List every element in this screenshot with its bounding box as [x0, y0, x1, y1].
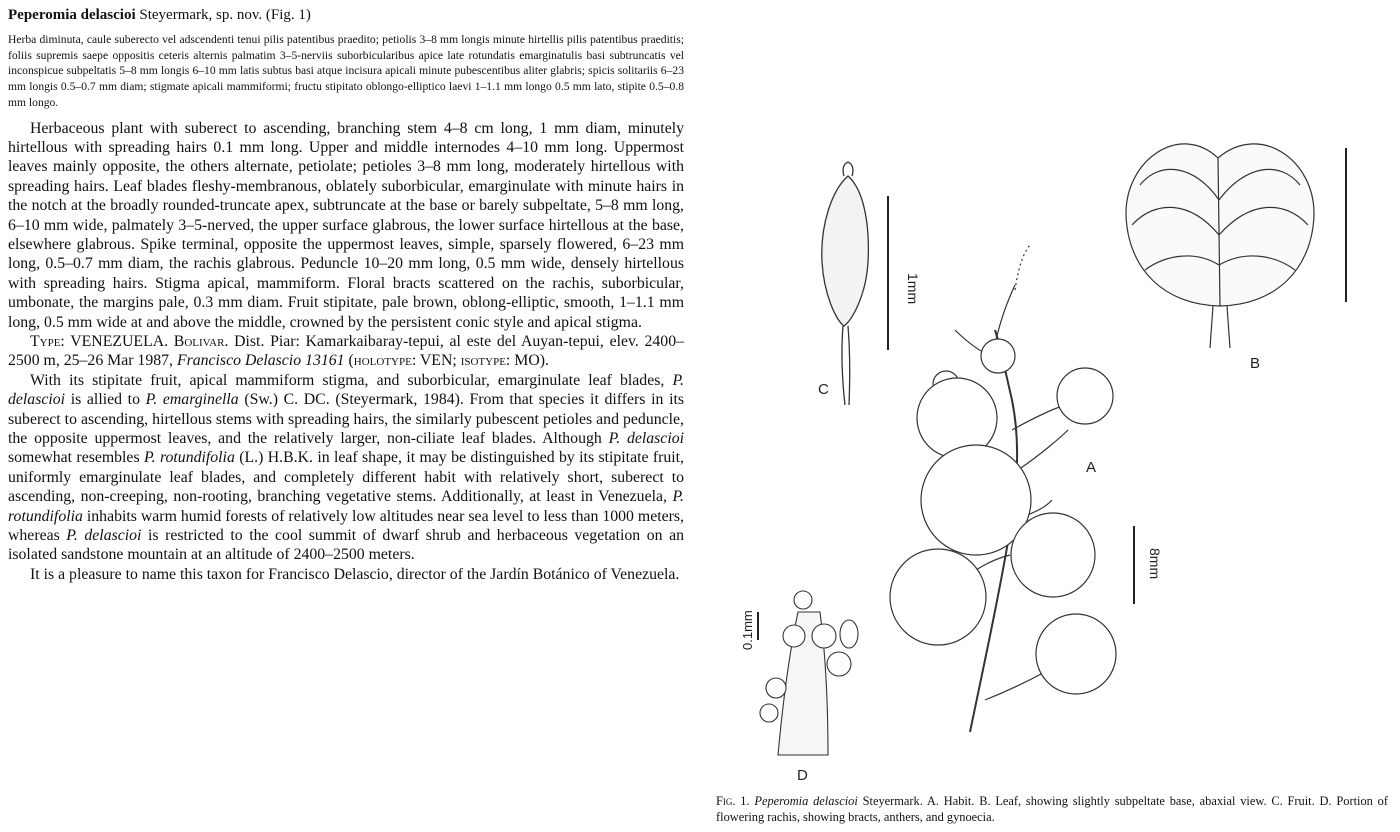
rachis-scale-label: 0.1mm — [740, 610, 755, 650]
closing-paragraph: It is a pleasure to name this taxon for Francisco Delascio, director of the Jardín Botánico of Venezuela. — [30, 565, 680, 583]
species-name: Peperomia delascioi — [8, 7, 136, 23]
figure-caption — [716, 793, 1388, 825]
fruit-scale-label: 1mm — [905, 273, 921, 305]
species-heading — [8, 6, 684, 24]
leaf-drawing — [1126, 144, 1346, 348]
type-paragraph — [8, 332, 684, 371]
label-a: A — [1086, 459, 1097, 476]
species-ref: P. delascioi — [66, 527, 142, 545]
rachis-drawing — [758, 591, 858, 755]
type-collector: Francisco Delascio 13161 — [176, 352, 345, 370]
caption-text: Steyermark. A. Habit. B. Leaf, showing slightly subpeltate base, abaxial view. C. Fruit. D. Portion of flowering rachis, showing bracts, anthers, and gynoecia. — [716, 794, 1388, 824]
isotype-herbarium: MO). — [514, 352, 549, 370]
discussion-text: With its stipitate fruit, apical mammiform stigma, and suborbicular, emarginulate leaf blades, — [30, 371, 665, 389]
habit-drawing — [890, 245, 1134, 732]
figure-illustration — [706, 0, 1400, 832]
label-d: D — [797, 767, 808, 784]
label-c: C — [818, 381, 829, 398]
discussion-paragraph — [8, 371, 684, 565]
type-open-paren: ( — [348, 352, 354, 370]
discussion-text: inhabits warm humid forests of relatively low altitudes near sea level to less than 1000 meters, whereas — [8, 507, 684, 545]
species-ref: P. delascioi — [608, 430, 684, 448]
fruit-drawing — [822, 162, 888, 405]
holotype-herbarium: VEN; — [419, 352, 457, 370]
discussion-text: (Sw.) C. DC. (Steyermark, 1984). From that species it differs in its suberect to ascending, hirtellous stems with spreading hairs, the similarly pubescent petioles and peduncle, the opposite uppermost leaves, and the relatively larger, non-ciliate leaf blades. Although — [8, 391, 684, 448]
discussion-text: is allied to — [70, 391, 140, 409]
type-country: VENEZUELA. — [70, 332, 169, 350]
species-ref: P. emarginella — [145, 391, 239, 409]
type-label: Type: — [30, 332, 65, 350]
description-paragraph: Herbaceous plant with suberect to ascending, branching stem 4–8 cm long, 1 mm diam, minutely hirtellous with spreading hairs 0.1 mm long. Upper and middle internodes 4–10 mm long. Uppermost leaves mainly opposite, the others alternate, petiolate; petioles 3–8 mm long, moderately hirtellous with spreading hairs. Leaf blades fleshy-membranous, oblately suborbicular, emarginulate with minute hairs in the notch at the broadly rounded-truncate apex, subtruncate at the base or barely subpeltate, 5–8 mm long, 6–10 mm wide, palmately 3–5-nerved, the upper surface glabrous, the lower surface hirtellous at the base, elsewhere glabrous. Spike terminal, opposite the uppermost leaves, simple, sparsely flowered, 6–23 mm long, 0.5–0.7 mm diam, the rachis glabrous. Peduncle 10–20 mm long, 0.5 mm wide, densely hirtellous with spreading hairs. Stigma apical, mammiform. Floral bracts scattered on the rachis, suborbicular, umbonate, the margins pale, 0.3 mm diam. Fruit stipitate, pale brown, oblong-elliptic, smooth, 1–1.1 mm long, 0.5 mm wide at and above the middle, crowned by the persistent conic style and apical stigma. — [8, 119, 684, 331]
discussion-text: (L.) H.B.K. in leaf shape, it may be distinguished by its stipitate fruit, uniformly emarginulate leaf blades, and completely different habit with relatively short, suberect to ascending, non-creeping, non-rooting, branching vegetative stems. Additionally, at least in Venezuela, — [8, 449, 685, 506]
caption-species: Peperomia delascioi — [754, 794, 858, 808]
species-ref: P. rotundifolia — [144, 449, 235, 467]
species-ref: P. rotundifolia — [8, 488, 684, 525]
latin-diagnosis: Herba diminuta, caule suberecto vel adscendenti tenui pilis patentibus praedito; petiolis 3–8 mm longis minute hirtellis pilis patentibus praeditis; foliis supremis saepe oppositis ceteris alternis palmatim 3–5-nerviis suborbicularibus apice late rotundatis emarginatulis basi subtruncatis vel inconspicue subpeltatis 5–8 mm longis 6–10 mm latis subtus basi atque incisura apicali minute pubescentibus aliter glabris; spicis solitariis 6–23 mm longis 0.5–0.7 mm diam; stigmate apicali mammiformi; fructu stipitato oblongo-elliptico laevi 1–1.1 mm longo 0.5 mm lato, stipite 0.5–0.8 mm longo. — [8, 33, 684, 109]
discussion-text: is restricted to the cool summit of dwarf shrub and herbaceous vegetation on an isolated sandstone mountain at an altitude of 2400–2500 meters. — [8, 527, 684, 564]
type-state: Bolivar. — [173, 332, 229, 350]
caption-figure-number: Fig. 1. — [716, 794, 750, 808]
isotype-label: isotype: — [460, 352, 511, 370]
holotype-label: holotype: — [353, 352, 417, 370]
habit-scale-label: 8mm — [1147, 548, 1163, 580]
discussion-text: somewhat resembles — [8, 449, 140, 467]
text-column — [8, 6, 684, 584]
species-ref: P. delascioi — [8, 371, 684, 409]
species-authority: Steyermark, sp. nov. (Fig. 1) — [139, 7, 311, 23]
article-body — [8, 119, 684, 585]
type-locality: Dist. Piar: Kamarkaibaray-tepui, al este del Auyan-tepui, elev. 2400–2500 m, 25–26 Mar 1987, — [8, 332, 684, 370]
label-b: B — [1250, 355, 1261, 372]
